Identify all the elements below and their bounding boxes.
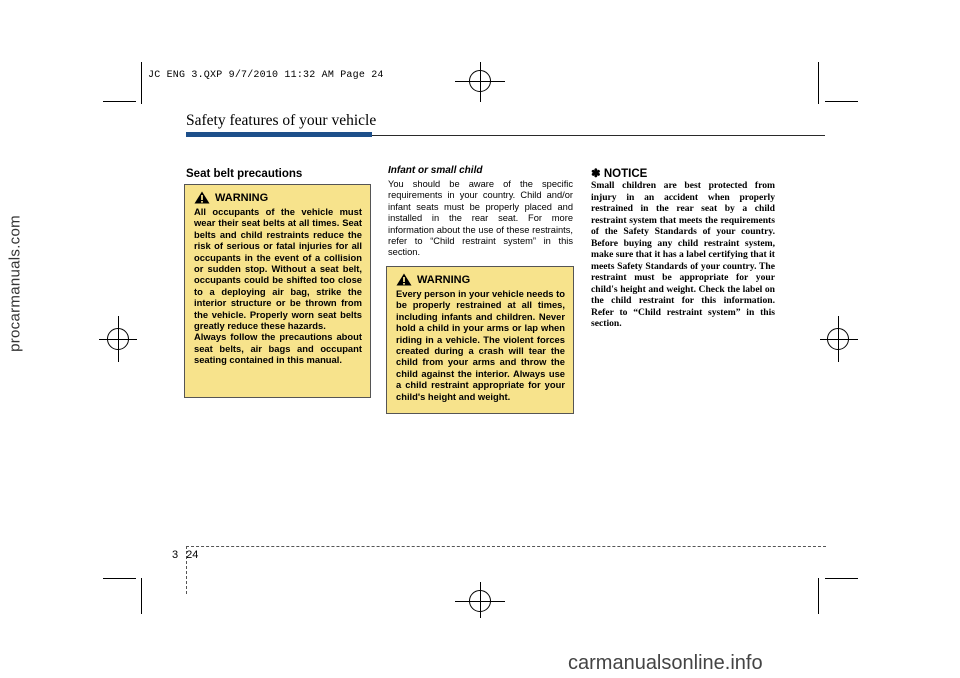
body-paragraph: You should be aware of the specific requirements in your country. Child and/or infant seats must be properly placed and installed in the rear seat. For more information about the use of these restraints, refer to “Child restraint system” in this section. [388,179,573,258]
page-number [172,549,206,561]
warning-header [194,191,362,204]
header-rule [372,135,825,136]
warning-text: All occupants of the vehicle must wear their seat belts at all times. Seat belts and child restraints reduce the risk of serious or fatal injuries for all occupants in the event of a collision or sudden stop. Without a seat belt, occupants could be shifted too close to a deploying air bag, strike the interior structure or be thrown from the vehicle. Properly worn seat belts greatly reduce these hazards. [194,206,362,332]
notice-symbol-icon: ✽ [591,168,601,180]
warning-box-seat-belts [184,184,371,398]
header-accent-bar [186,132,372,137]
watermark-bottom: carmanualsonline.info [568,652,763,674]
subsection-title: Infant or small child [388,165,483,176]
warning-label: WARNING [417,273,471,286]
section-title: Seat belt precautions [186,168,303,180]
warning-header [396,273,565,286]
footer-rule [186,546,826,547]
warning-box-child [386,266,574,414]
chapter-number: 3 [172,549,179,561]
warning-label: WARNING [215,191,269,204]
print-slug: JC ENG 3.QXP 9/7/2010 11:32 AM Page 24 [148,70,384,81]
warning-text: Always follow the precautions about seat belts, air bags and occupant seating contained in this manual. [194,331,362,366]
notice-text: Small children are best protected from injury in an accident when properly restrained in the rear seat by a child restraint system that meets the requirements of the Safety Standards of your country. Before buying any child restraint system, make sure that it has a label certifying that it meets Safety Standards of your country. The restraint must be appropriate for your child's height and weight. Check the label on the child restraint for this information. Refer to “Child restraint system” in this section. [591,180,775,329]
notice-label: NOTICE [603,168,648,180]
warning-text: Every person in your vehicle needs to be properly restrained at all times, including infants and children. Never hold a child in your arms or lap when riding in a vehicle. The violent forces created during a crash will tear the child from your arms and throw the child against the interior. Always use a child restraint appropriate for your child's height and weight. [396,288,565,402]
warning-triangle-icon [396,273,412,286]
page-number-value: 24 [186,549,199,561]
page-header-title: Safety features of your vehicle [186,112,377,129]
watermark-side: procarmanuals.com [6,215,24,352]
notice-header [591,166,647,180]
warning-triangle-icon [194,191,210,204]
